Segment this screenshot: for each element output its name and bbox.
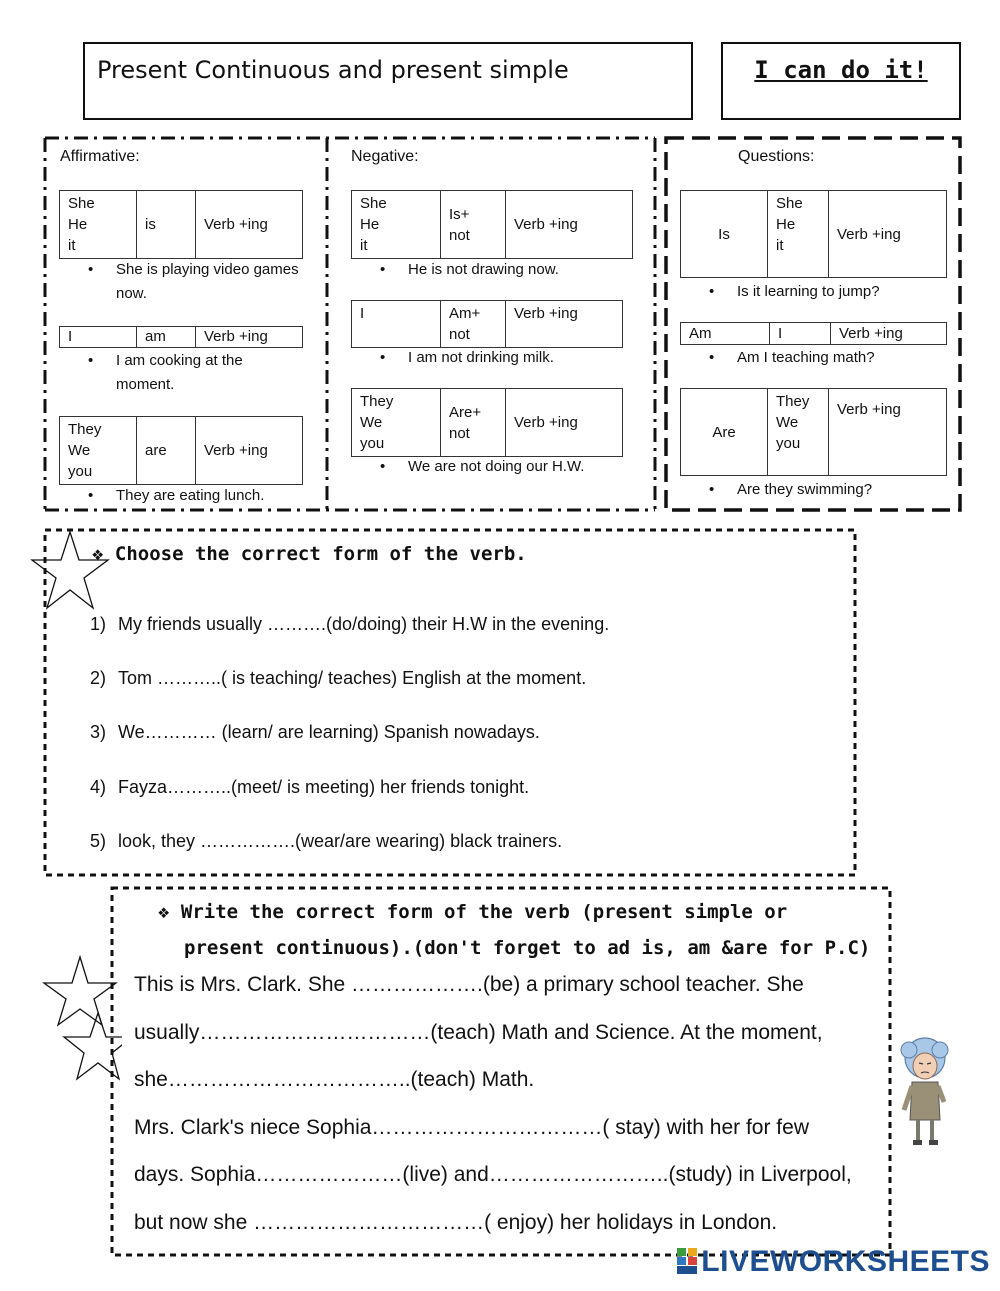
negative-table-1: [351, 190, 633, 259]
questions-example-2: • Am I teaching math?: [709, 349, 875, 366]
question-item-5: 5) look, they …………….(wear/are wearing) black trainers.: [90, 831, 563, 851]
subject-cell: I: [60, 327, 137, 348]
affirmative-example-3: • They are eating lunch.: [88, 487, 265, 504]
affirmative-example-1: • She is playing video games now.: [88, 261, 299, 302]
subject-cell: She He it: [768, 191, 829, 278]
questions-table-1: [680, 190, 947, 278]
diamond-bullet-icon: ❖: [158, 901, 170, 923]
subject-cell: They We you: [768, 389, 829, 476]
aux-cell: Is: [681, 191, 768, 278]
diamond-bullet-icon: ❖: [92, 543, 104, 565]
verb-cell: Verb +ing: [196, 417, 303, 485]
paragraph-line-4: Mrs. Clark's niece Sophia……………………………( stay) with her for few: [134, 1116, 809, 1139]
subject-cell: I: [770, 323, 831, 345]
questions-label: Questions:: [738, 148, 815, 165]
exercise1-heading: ❖ Choose the correct form of the verb.: [92, 543, 527, 565]
verb-cell: Verb +ing: [196, 191, 303, 259]
paragraph-line-3: she……………………………..(teach) Math.: [134, 1068, 535, 1091]
negative-label: Negative:: [351, 148, 419, 165]
aux-cell: is: [137, 191, 196, 259]
exercise2-heading-line2: present continuous).(don't forget to ad is, am &are for P.C): [184, 937, 871, 959]
affirmative-table-2: [59, 326, 303, 348]
logo-badge-icon: [677, 1248, 697, 1274]
subject-cell: I: [352, 301, 441, 348]
affirmative-table-1: [59, 190, 303, 259]
question-item-4: 4) Fayza………..(meet/ is meeting) her friends tonight.: [90, 777, 530, 797]
question-item-1: 1) My friends usually ……….(do/doing) their H.W in the evening.: [90, 614, 610, 634]
questions-example-3: • Are they swimming?: [709, 481, 873, 498]
negative-example-3: • We are not doing our H.W.: [380, 458, 585, 475]
aux-cell: Is+ not: [441, 191, 506, 259]
aux-cell: am: [137, 327, 196, 348]
aux-cell: Are+ not: [441, 389, 506, 457]
paragraph-line-6: but now she ……………………………( enjoy) her holidays in London.: [134, 1211, 778, 1234]
verb-cell: Verb +ing: [196, 327, 303, 348]
affirmative-label: Affirmative:: [60, 148, 140, 165]
page-title: Present Continuous and present simple: [97, 56, 569, 84]
verb-cell: Verb +ing: [506, 191, 633, 259]
verb-cell: Verb +ing: [829, 191, 947, 278]
aux-cell: Are: [681, 389, 768, 476]
question-item-3: 3) We………… (learn/ are learning) Spanish nowadays.: [90, 722, 540, 742]
verb-cell: Verb +ing: [831, 323, 947, 345]
questions-example-1: • Is it learning to jump?: [709, 283, 880, 300]
affirmative-example-2: • I am cooking at the moment.: [88, 352, 243, 393]
subject-cell: She He it: [60, 191, 137, 259]
liveworksheets-logo: LIVEWORKSHEETS: [677, 1245, 990, 1279]
subject-cell: She He it: [352, 191, 441, 259]
aux-cell: Am: [681, 323, 770, 345]
stars-icon: [42, 955, 122, 1085]
negative-example-1: • He is not drawing now.: [380, 261, 559, 278]
subject-cell: They We you: [60, 417, 137, 485]
questions-table-2: [680, 322, 947, 345]
verb-cell: Verb +ing: [506, 301, 623, 348]
verb-cell: Verb +ing: [829, 389, 947, 476]
aux-cell: Am+ not: [441, 301, 506, 348]
questions-table-3: [680, 388, 947, 476]
negative-table-3: [351, 388, 623, 457]
paragraph-line-5: days. Sophia…………………(live) and……………………..(study) in Liverpool,: [134, 1163, 852, 1186]
aux-cell: are: [137, 417, 196, 485]
subject-cell: They We you: [352, 389, 441, 457]
verb-cell: Verb +ing: [506, 389, 623, 457]
teacher-illustration-icon: [896, 1036, 954, 1148]
slogan: I can do it!: [754, 56, 928, 84]
paragraph-line-1: This is Mrs. Clark. She ……………….(be) a primary school teacher. She: [134, 973, 804, 996]
paragraph-line-2: usually……………………………(teach) Math and Science. At the moment,: [134, 1021, 823, 1044]
exercise2-heading-line1: ❖ Write the correct form of the verb (present simple or: [158, 901, 788, 923]
affirmative-table-3: [59, 416, 303, 485]
negative-table-2: [351, 300, 623, 348]
question-item-2: 2) Tom ………..( is teaching/ teaches) English at the moment.: [90, 668, 587, 688]
negative-example-2: • I am not drinking milk.: [380, 349, 554, 366]
